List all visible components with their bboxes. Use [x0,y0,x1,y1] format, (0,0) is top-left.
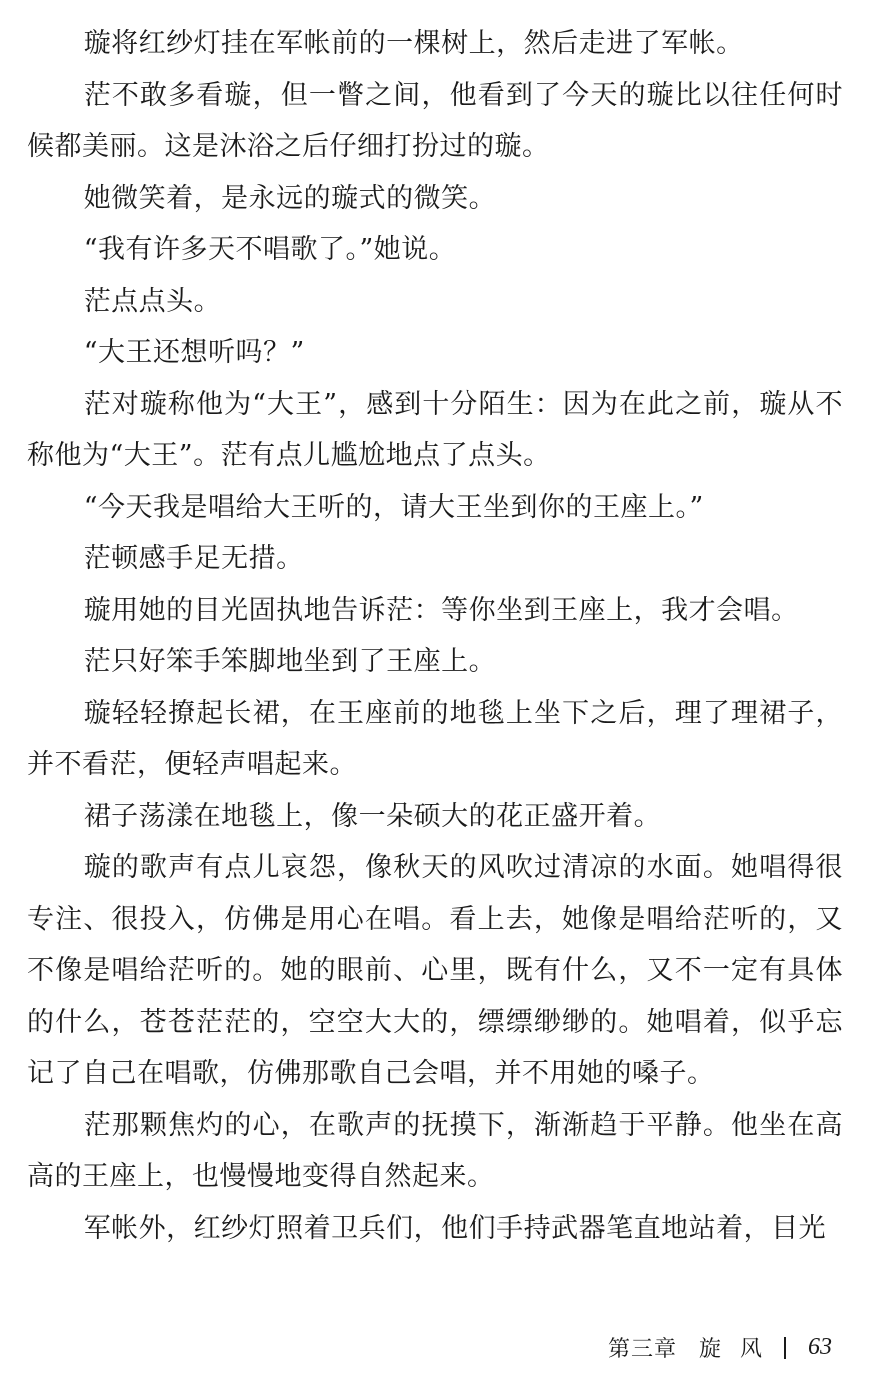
paragraph-10: 璇用她的目光固执地告诉茫：等你坐到王座上，我才会唱。 [83,594,799,626]
paragraph-5: 茫点点头。 [83,285,222,317]
paragraph-7: 茫对璇称他为“大王”，感到十分陌生：因为在此之前，璇从不称他为“大王”。茫有点儿尴尬地点了点头。 [27,388,843,471]
page-body [27,18,843,1254]
paragraph-14: 璇的歌声有点儿哀怨，像秋天的风吹过清凉的水面。她唱得很专注、很投入，仿佛是用心在唱。看上去，她像是唱给茫听的，又不像是唱给茫听的。她的眼前、心里，既有什么，又不一定有具体的什么，苍苍茫茫的，空空大大的，缥缥缈缈的。她唱着，似乎忘记了自己在唱歌，仿佛那歌自己会唱，并不用她的嗓子。 [27,852,843,1089]
paragraph-8: “今天我是唱给大王听的，请大王坐到你的王座上。” [83,491,704,523]
paragraph-4: “我有许多天不唱歌了。”她说。 [83,234,457,265]
paragraph-2: 茫不敢多看璇，但一瞥之间，他看到了今天的璇比以往任何时候都美丽。这是沐浴之后仔细打扮过的璇。 [27,79,843,162]
paragraph-9: 茫顿感手足无措。 [83,543,304,574]
paragraph-15: 茫那颗焦灼的心，在歌声的抚摸下，渐渐趋于平静。他坐在高高的王座上，也慢慢地变得自然起来。 [27,1109,843,1192]
paragraph-12: 璇轻轻撩起长裙，在王座前的地毯上坐下之后，理了理裙子，并不看茫，便轻声唱起来。 [27,697,843,780]
paragraph-1: 璇将红纱灯挂在军帐前的一棵树上，然后走进了军帐。 [83,28,744,59]
footer-chapter: 第三章 [607,1337,677,1362]
paragraph-11: 茫只好笨手笨脚地坐到了王座上。 [83,646,497,677]
footer-chapter-title: 旋 风 [699,1337,768,1362]
paragraph-6: “大王还想听吗？” [83,337,305,368]
footer-divider [784,1337,786,1359]
page-number: 63 [808,1334,832,1360]
paragraph-3: 她微笑着，是永远的璇式的微笑。 [83,182,497,214]
page-footer [608,1332,832,1363]
paragraph-13: 裙子荡漾在地毯上，像一朵硕大的花正盛开着。 [83,800,662,832]
paragraph-16: 军帐外，红纱灯照着卫兵们，他们手持武器笔直地站着，目光 [83,1212,827,1244]
